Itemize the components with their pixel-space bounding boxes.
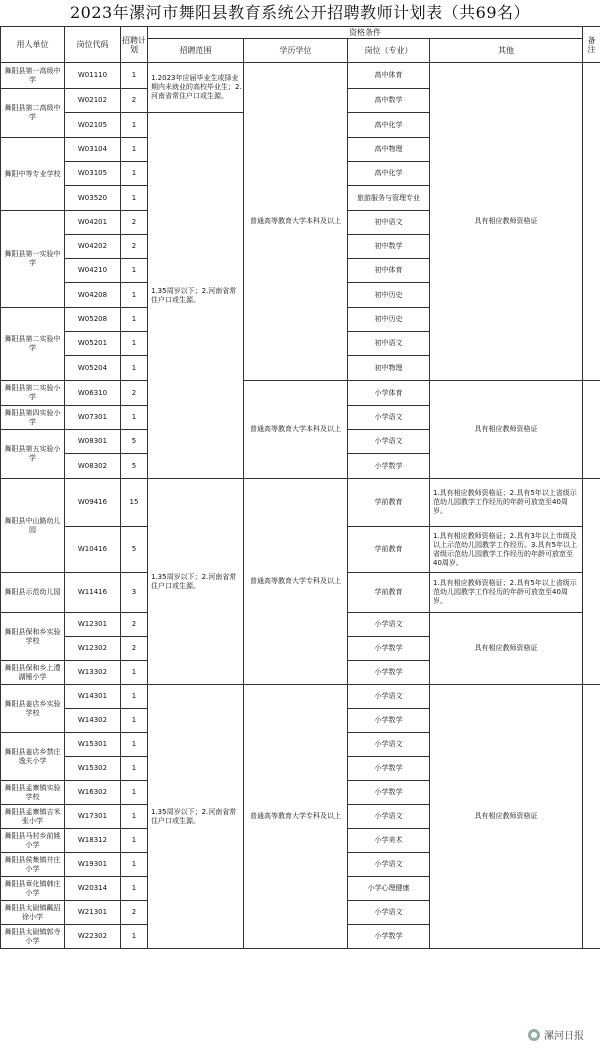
note-cell bbox=[583, 381, 600, 479]
scope-cell: 1.35周岁以下；2.河南省常住户口或生源。 bbox=[148, 685, 244, 949]
other-cell: 具有相应教师资格证 bbox=[430, 381, 583, 479]
code-cell: W18312 bbox=[65, 829, 121, 853]
code-cell: W08302 bbox=[65, 454, 121, 479]
code-cell: W14301 bbox=[65, 685, 121, 709]
major-cell: 初中历史 bbox=[348, 308, 430, 332]
watermark-text: 漯河日报 bbox=[544, 1031, 584, 1042]
plan-cell: 1 bbox=[121, 685, 148, 709]
code-cell: W01110 bbox=[65, 63, 121, 89]
plan-cell: 15 bbox=[121, 479, 148, 527]
code-cell: W04210 bbox=[65, 259, 121, 283]
code-cell: W20314 bbox=[65, 877, 121, 901]
plan-cell: 2 bbox=[121, 211, 148, 235]
code-cell: W04201 bbox=[65, 211, 121, 235]
unit-cell: 舞阳县姜店乡实验学校 bbox=[1, 685, 65, 733]
code-cell: W08301 bbox=[65, 430, 121, 454]
major-cell: 小学数学 bbox=[348, 454, 430, 479]
plan-cell: 1 bbox=[121, 113, 148, 138]
plan-cell: 1 bbox=[121, 925, 148, 949]
header-education: 学历学位 bbox=[244, 39, 348, 63]
code-cell: W16302 bbox=[65, 781, 121, 805]
plan-cell: 1 bbox=[121, 138, 148, 162]
code-cell: W09416 bbox=[65, 479, 121, 527]
unit-cell: 舞阳县章化镇韩庄小学 bbox=[1, 877, 65, 901]
unit-cell: 舞阳县第二高级中学 bbox=[1, 89, 65, 138]
major-cell: 小学数学 bbox=[348, 781, 430, 805]
plan-cell: 1 bbox=[121, 283, 148, 308]
unit-cell: 舞阳县马村乡前姚小学 bbox=[1, 829, 65, 853]
table-row bbox=[1, 63, 600, 89]
header-unit: 用人单位 bbox=[1, 27, 65, 63]
plan-cell: 1 bbox=[121, 829, 148, 853]
plan-cell: 1 bbox=[121, 162, 148, 186]
code-cell: W13302 bbox=[65, 661, 121, 685]
note-cell bbox=[583, 63, 600, 381]
code-cell: W17301 bbox=[65, 805, 121, 829]
code-cell: W07301 bbox=[65, 406, 121, 430]
major-cell: 学前教育 bbox=[348, 527, 430, 573]
header-plan: 招聘计划 bbox=[121, 27, 148, 63]
major-cell: 高中化学 bbox=[348, 113, 430, 138]
header-scope: 招聘范围 bbox=[148, 39, 244, 63]
major-cell: 小学语文 bbox=[348, 805, 430, 829]
watermark bbox=[524, 1025, 588, 1044]
plan-cell: 1 bbox=[121, 733, 148, 757]
code-cell: W03105 bbox=[65, 162, 121, 186]
header-code: 岗位代码 bbox=[65, 27, 121, 63]
unit-cell: 舞阳县孟寨镇吉米张小学 bbox=[1, 805, 65, 829]
plan-cell: 5 bbox=[121, 454, 148, 479]
major-cell: 高中物理 bbox=[348, 138, 430, 162]
plan-cell: 1 bbox=[121, 63, 148, 89]
code-cell: W05204 bbox=[65, 356, 121, 381]
plan-cell: 1 bbox=[121, 308, 148, 332]
major-cell: 学前教育 bbox=[348, 479, 430, 527]
code-cell: W10416 bbox=[65, 527, 121, 573]
major-cell: 小学语文 bbox=[348, 406, 430, 430]
code-cell: W04208 bbox=[65, 283, 121, 308]
header-row bbox=[1, 27, 600, 39]
recruitment-table bbox=[0, 26, 600, 949]
code-cell: W22302 bbox=[65, 925, 121, 949]
plan-cell: 5 bbox=[121, 527, 148, 573]
code-cell: W04202 bbox=[65, 235, 121, 259]
major-cell: 小学数学 bbox=[348, 637, 430, 661]
unit-cell: 舞阳县姜店乡禁庄逸夫小学 bbox=[1, 733, 65, 781]
major-cell: 小学语文 bbox=[348, 685, 430, 709]
education-cell: 普通高等教育大学专科及以上 bbox=[244, 479, 348, 685]
code-cell: W14302 bbox=[65, 709, 121, 733]
code-cell: W03520 bbox=[65, 186, 121, 211]
code-cell: W11416 bbox=[65, 573, 121, 613]
education-cell: 普通高等教育大学本科及以上 bbox=[244, 63, 348, 381]
code-cell: W12302 bbox=[65, 637, 121, 661]
major-cell: 小学语文 bbox=[348, 853, 430, 877]
plan-cell: 2 bbox=[121, 613, 148, 637]
education-cell: 普通高等教育大学专科及以上 bbox=[244, 685, 348, 949]
header-qualification: 资格条件 bbox=[148, 27, 583, 39]
plan-cell: 3 bbox=[121, 573, 148, 613]
major-cell: 小学数学 bbox=[348, 757, 430, 781]
other-cell: 1.具有相应教师资格证；2.具有5年以上省级示范幼儿园教学工作经历的年龄可放宽至40周岁。 bbox=[430, 573, 583, 613]
scope-cell: 1.2023年应届毕业生或择业期内未就业的高校毕业生；2.河南省常住户口或生源。 bbox=[148, 63, 244, 113]
major-cell: 小学语文 bbox=[348, 733, 430, 757]
note-cell bbox=[583, 479, 600, 685]
unit-cell: 舞阳县中山路幼儿园 bbox=[1, 479, 65, 573]
unit-cell: 舞阳县保和乡上澧湖锤小学 bbox=[1, 661, 65, 685]
major-cell: 初中语文 bbox=[348, 332, 430, 356]
code-cell: W05208 bbox=[65, 308, 121, 332]
plan-cell: 1 bbox=[121, 805, 148, 829]
other-cell: 具有相应教师资格证 bbox=[430, 685, 583, 949]
scope-cell: 1.35周岁以下；2.河南省常住户口或生源。 bbox=[148, 479, 244, 685]
unit-cell: 舞阳县保和乡实验学校 bbox=[1, 613, 65, 661]
header-other: 其他 bbox=[430, 39, 583, 63]
code-cell: W15301 bbox=[65, 733, 121, 757]
major-cell: 初中数学 bbox=[348, 235, 430, 259]
major-cell: 初中体育 bbox=[348, 259, 430, 283]
plan-cell: 2 bbox=[121, 89, 148, 113]
header-major: 岗位（专业） bbox=[348, 39, 430, 63]
plan-cell: 1 bbox=[121, 186, 148, 211]
header-note: 备注 bbox=[583, 27, 600, 63]
unit-cell: 舞阳县第四实验小学 bbox=[1, 406, 65, 430]
major-cell: 小学语文 bbox=[348, 430, 430, 454]
code-cell: W02105 bbox=[65, 113, 121, 138]
unit-cell: 舞阳县孟寨镇实验学校 bbox=[1, 781, 65, 805]
code-cell: W03104 bbox=[65, 138, 121, 162]
unit-cell: 舞阳县第二实验小学 bbox=[1, 381, 65, 406]
plan-cell: 2 bbox=[121, 381, 148, 406]
other-cell: 具有相应教师资格证 bbox=[430, 63, 583, 381]
scope-cell: 1.35周岁以下；2.河南省常住户口或生源。 bbox=[148, 113, 244, 479]
major-cell: 学前教育 bbox=[348, 573, 430, 613]
unit-cell: 舞阳县第五实验小学 bbox=[1, 430, 65, 479]
plan-cell: 1 bbox=[121, 332, 148, 356]
major-cell: 旅游服务与管理专业 bbox=[348, 186, 430, 211]
major-cell: 高中数学 bbox=[348, 89, 430, 113]
major-cell: 初中历史 bbox=[348, 283, 430, 308]
other-cell: 1.具有相应教师资格证；2.具有3年以上市级及以上示范幼儿园教学工作经历。3.具有5年以上省级示范幼儿园教学工作经历的年龄可放宽至40周岁。 bbox=[430, 527, 583, 573]
major-cell: 小学语文 bbox=[348, 613, 430, 637]
other-cell: 具有相应教师资格证 bbox=[430, 613, 583, 685]
code-cell: W02102 bbox=[65, 89, 121, 113]
plan-cell: 1 bbox=[121, 877, 148, 901]
major-cell: 小学体育 bbox=[348, 381, 430, 406]
major-cell: 高中体育 bbox=[348, 63, 430, 89]
plan-cell: 1 bbox=[121, 757, 148, 781]
plan-cell: 1 bbox=[121, 781, 148, 805]
unit-cell: 舞阳县第一实验中学 bbox=[1, 211, 65, 308]
code-cell: W21301 bbox=[65, 901, 121, 925]
code-cell: W05201 bbox=[65, 332, 121, 356]
table-row bbox=[1, 381, 600, 406]
wechat-icon bbox=[528, 1029, 540, 1041]
major-cell: 初中语文 bbox=[348, 211, 430, 235]
unit-cell: 舞阳县示范幼儿园 bbox=[1, 573, 65, 613]
unit-cell: 舞阳县第一高级中学 bbox=[1, 63, 65, 89]
major-cell: 小学心理健康 bbox=[348, 877, 430, 901]
plan-cell: 1 bbox=[121, 709, 148, 733]
plan-cell: 1 bbox=[121, 853, 148, 877]
code-cell: W06310 bbox=[65, 381, 121, 406]
major-cell: 小学数学 bbox=[348, 661, 430, 685]
page-title: 2023年漯河市舞阳县教育系统公开招聘教师计划表（共69名） bbox=[69, 3, 531, 22]
unit-cell: 舞阳县侯集镇井庄小学 bbox=[1, 853, 65, 877]
code-cell: W15302 bbox=[65, 757, 121, 781]
major-cell: 小学数学 bbox=[348, 925, 430, 949]
plan-cell: 1 bbox=[121, 661, 148, 685]
plan-cell: 5 bbox=[121, 430, 148, 454]
plan-cell: 2 bbox=[121, 235, 148, 259]
unit-cell: 舞阳县第二实验中学 bbox=[1, 308, 65, 381]
plan-cell: 1 bbox=[121, 356, 148, 381]
table-row bbox=[1, 685, 600, 709]
plan-cell: 2 bbox=[121, 901, 148, 925]
unit-cell: 舞阳中等专业学校 bbox=[1, 138, 65, 211]
major-cell: 小学数学 bbox=[348, 709, 430, 733]
other-cell: 1.具有相应教师资格证；2.具有5年以上省级示范幼儿园教学工作经历的年龄可放宽至40周岁。 bbox=[430, 479, 583, 527]
major-cell: 小学美术 bbox=[348, 829, 430, 853]
education-cell: 普通高等教育大学本科及以上 bbox=[244, 381, 348, 479]
unit-cell: 舞阳县太尉镇瓤招徐小学 bbox=[1, 901, 65, 925]
unit-cell: 舞阳县太尉镇郭寺小学 bbox=[1, 925, 65, 949]
code-cell: W12301 bbox=[65, 613, 121, 637]
major-cell: 高中化学 bbox=[348, 162, 430, 186]
plan-cell: 2 bbox=[121, 637, 148, 661]
code-cell: W19301 bbox=[65, 853, 121, 877]
plan-cell: 1 bbox=[121, 259, 148, 283]
plan-cell: 1 bbox=[121, 406, 148, 430]
major-cell: 小学语文 bbox=[348, 901, 430, 925]
major-cell: 初中物理 bbox=[348, 356, 430, 381]
note-cell bbox=[583, 685, 600, 949]
table-row bbox=[1, 479, 600, 527]
